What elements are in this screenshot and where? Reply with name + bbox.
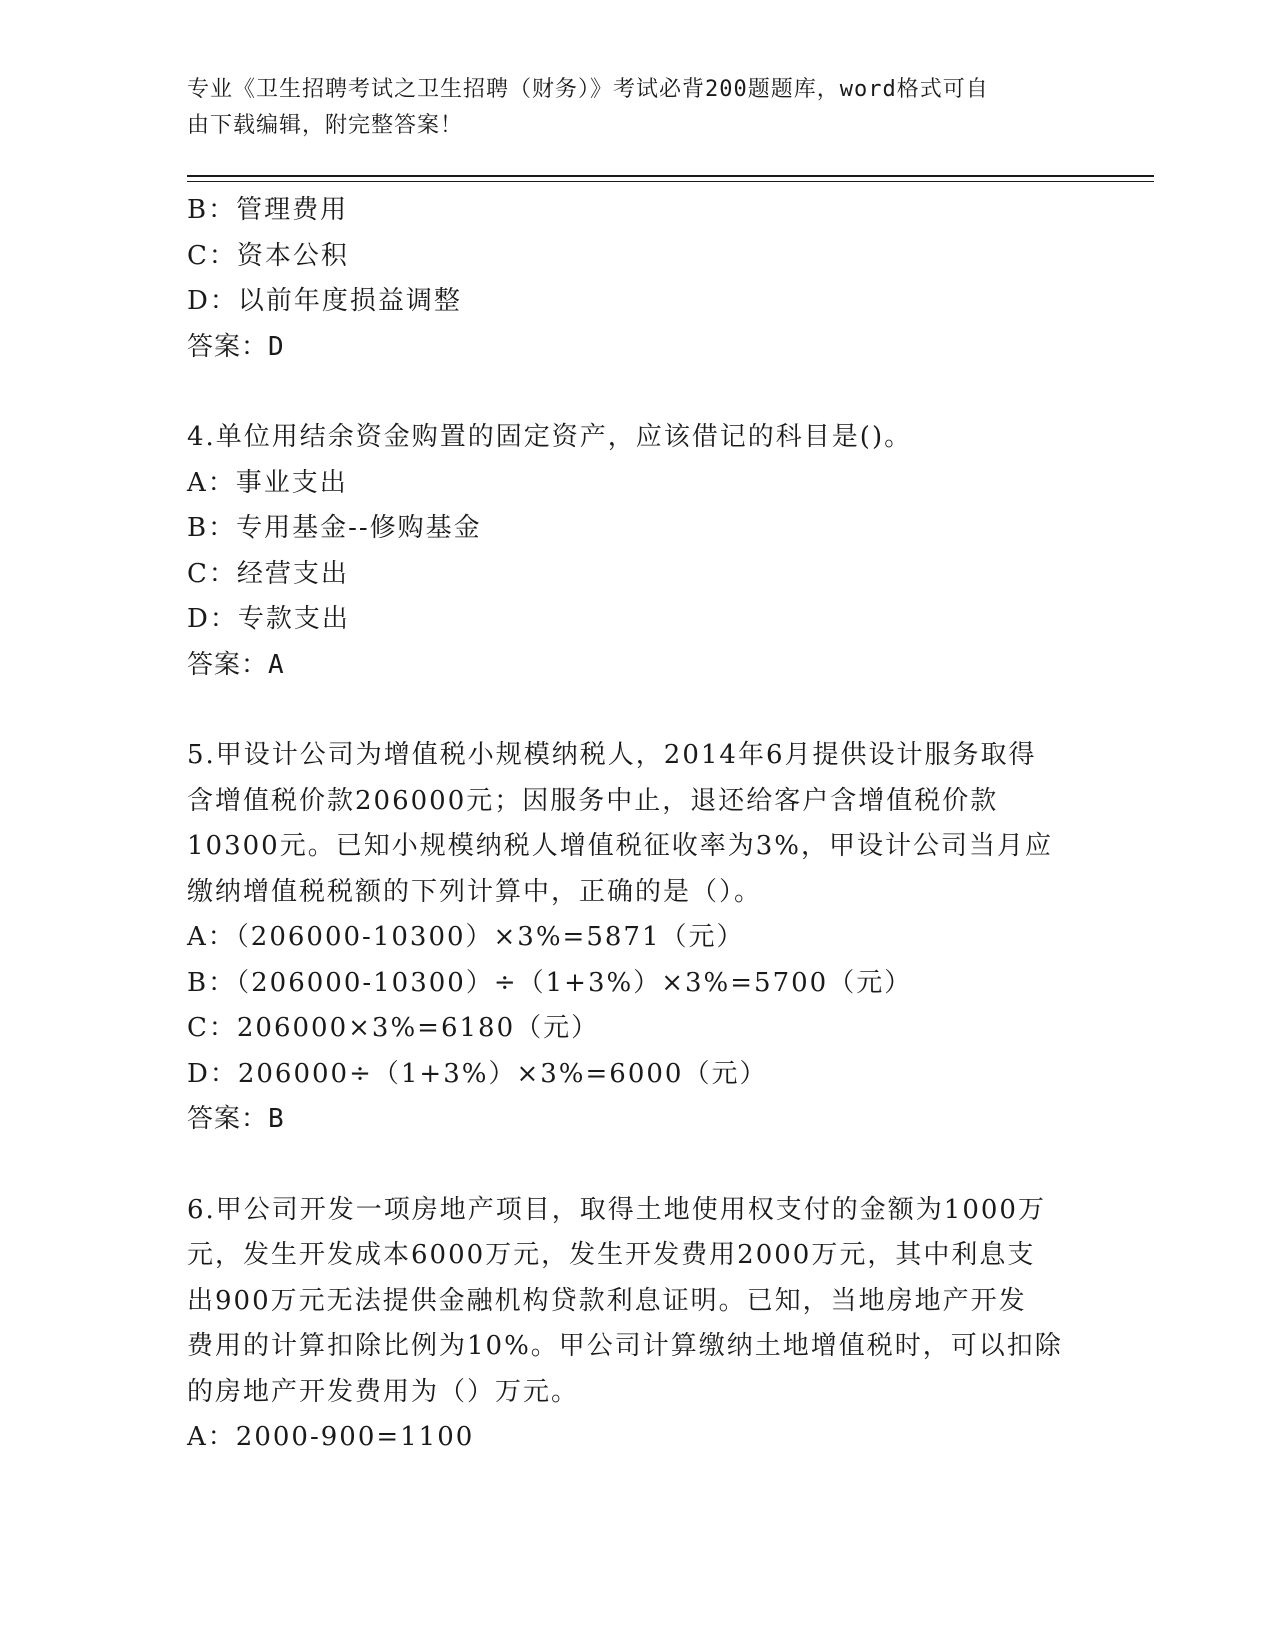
question-text [187, 415, 1087, 461]
question-line: 出900万元无法提供金融机构贷款利息证明。已知，当地房地产开发 [187, 1285, 1027, 1316]
option-c: C：206000×3%=6180（元） [187, 1013, 600, 1043]
question-line: 的房地产开发费用为（）万元。 [187, 1376, 580, 1407]
option-c: C：资本公积 [187, 240, 349, 271]
question-line: 10300元。已知小规模纳税人增值税征收率为3%，甲设计公司当月应 [187, 831, 1053, 861]
option-d: D：专款支出 [187, 604, 350, 634]
question-3-partial [187, 188, 1087, 370]
question-line: 缴纳增值税税额的下列计算中，正确的是（）。 [187, 876, 763, 907]
question-4 [187, 415, 1087, 688]
question-6 [187, 1188, 1087, 1461]
option-b: B：管理费用 [187, 195, 349, 225]
question-line: 元，发生开发成本6000万元，发生开发费用2000万元，其中利息支 [187, 1240, 1036, 1270]
answer-label: 答案：B [187, 1104, 285, 1134]
question-line: 含增值税价款206000元；因服务中止，退还给客户含增值税价款 [187, 785, 999, 816]
question-line: 4.单位用结余资金购置的固定资产，应该借记的科目是()。 [187, 422, 913, 452]
option-d: D：以前年度损益调整 [187, 286, 462, 316]
question-text [187, 1188, 1087, 1416]
option-a: A：（206000-10300）×3%=5871（元） [187, 922, 745, 952]
question-line: 5.甲设计公司为增值税小规模纳税人，2014年6月提供设计服务取得 [187, 740, 1037, 770]
question-line: 6.甲公司开发一项房地产项目，取得土地使用权支付的金额为1000万 [187, 1194, 1046, 1225]
option-a: A：2000-900=1100 [187, 1422, 475, 1452]
question-text [187, 733, 1087, 915]
answer-label: 答案：D [187, 331, 285, 362]
document-body [187, 188, 1087, 1461]
header-divider-thick [187, 175, 1154, 177]
question-line: 费用的计算扣除比例为10%。甲公司计算缴纳土地增值税时，可以扣除 [187, 1331, 1063, 1361]
option-a: A：事业支出 [187, 467, 348, 498]
header-divider-thin [187, 181, 1154, 182]
option-b: B：（206000-10300）÷（1+3%）×3%=5700（元） [187, 967, 913, 998]
answer-label: 答案：A [187, 649, 285, 680]
option-d: D：206000÷（1+3%）×3%=6000（元） [187, 1058, 768, 1089]
option-c: C：经营支出 [187, 558, 349, 589]
option-b: B：专用基金--修购基金 [187, 513, 482, 543]
header-line-2: 由下载编辑，附完整答案！ [187, 113, 464, 138]
document-header [187, 72, 1067, 144]
question-5 [187, 733, 1087, 1143]
header-line-1: 专业《卫生招聘考试之卫生招聘（财务）》考试必背200题题库，word格式可自 [187, 77, 989, 102]
